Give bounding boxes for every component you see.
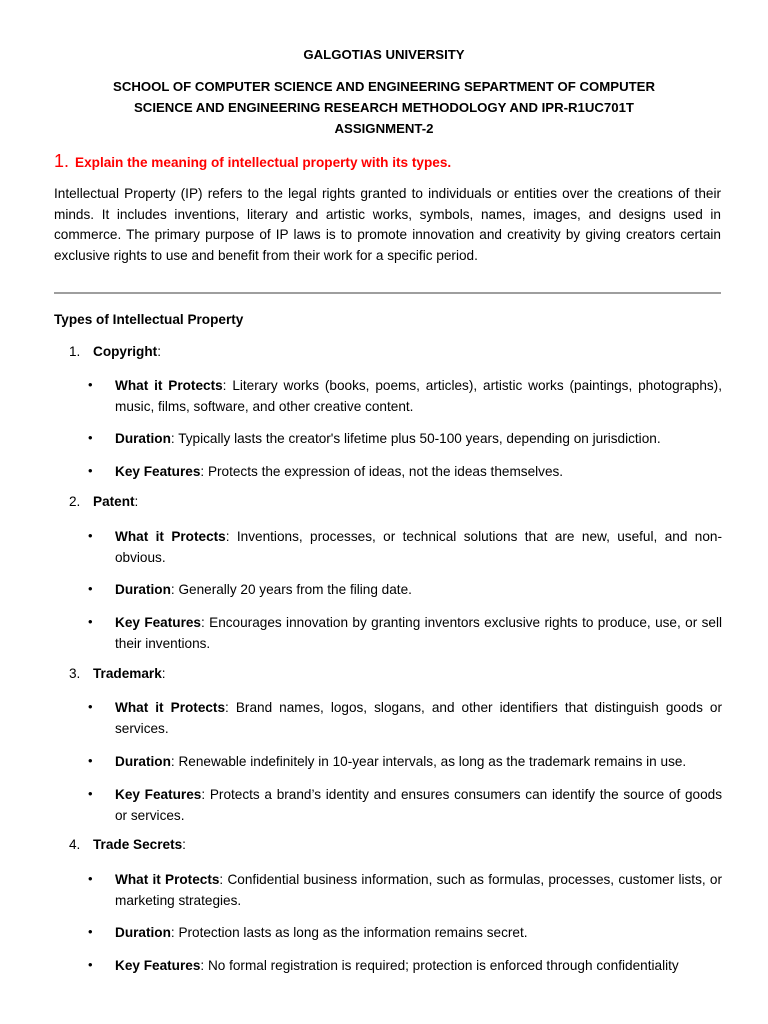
bullet-label: Key Features — [115, 464, 201, 479]
bullet-icon: • — [88, 377, 93, 392]
bullet-text: : Protection lasts as long as the information remains secret. — [170, 925, 528, 940]
bullet-icon: • — [88, 528, 93, 543]
type-number: 1. — [69, 344, 81, 359]
bullet-label: Duration — [115, 754, 171, 769]
bullet-text: : Generally 20 years from the filing date. — [170, 582, 412, 597]
type-title-trade-secrets — [69, 837, 186, 852]
bullet-text: : Typically lasts the creator's lifetime plus 50-100 years, depending on jurisdiction. — [170, 431, 661, 446]
type-number: 3. — [69, 666, 81, 681]
bullet-label: Duration — [115, 582, 171, 597]
bullet-text: : Brand names, logos, slogans, and other identifiers that distinguish goods or services. — [115, 700, 722, 736]
bullet-icon: • — [88, 957, 93, 972]
bullet-icon: • — [88, 463, 93, 478]
types-heading: Types of Intellectual Property — [54, 312, 244, 327]
type-suffix: : — [161, 666, 166, 681]
question-text: Explain the meaning of intellectual property with its types. — [75, 155, 452, 170]
bullet-icon: • — [88, 871, 93, 886]
type-name: Trademark — [93, 666, 162, 681]
type-suffix: : — [134, 494, 139, 509]
type-title-trademark — [69, 666, 166, 681]
type-suffix: : — [157, 344, 161, 359]
intro-paragraph: Intellectual Property (IP) refers to the legal rights granted to individuals or entities over the creations of their minds. It includes inventions, literary and artistic works, symbols, names, images, and designs used in commerce. The primary purpose of IP laws is to promote innovation and creativity by giving creators certain exclusive rights to use and benefit from their work for a specific period. — [54, 186, 721, 264]
type-title-patent — [69, 494, 138, 509]
header-line-3: ASSIGNMENT-2 — [334, 121, 434, 136]
horizontal-divider — [54, 292, 721, 294]
bullet-label: Key Features — [115, 615, 201, 630]
bullet-label: Key Features — [115, 958, 201, 973]
type-name: Trade Secrets — [93, 837, 183, 852]
bullet-label: Duration — [115, 925, 171, 940]
type-number: 2. — [69, 494, 81, 509]
bullet-icon: • — [88, 430, 93, 445]
bullet-label: What it Protects — [115, 529, 226, 544]
bullet-text: : No formal registration is required; protection is enforced through confidentiality — [200, 958, 679, 973]
university-title: GALGOTIAS UNIVERSITY — [303, 47, 465, 62]
bullet-text: : Encourages innovation by granting inventors exclusive rights to produce, use, or sell their inventions. — [115, 615, 722, 651]
bullet-text: : Protects a brand’s identity and ensures consumers can identify the source of goods or services. — [115, 787, 722, 823]
bullet-icon: • — [88, 924, 93, 939]
bullet-label: Key Features — [115, 787, 202, 802]
type-title-copyright — [69, 344, 161, 359]
type-name: Patent — [93, 494, 135, 509]
bullet-icon: • — [88, 614, 93, 629]
bullet-icon: • — [88, 753, 93, 768]
bullet-label: Duration — [115, 431, 171, 446]
bullet-text: : Protects the expression of ideas, not the ideas themselves. — [200, 464, 564, 479]
header-line-1: SCHOOL OF COMPUTER SCIENCE AND ENGINEERING SEPARTMENT OF COMPUTER — [113, 79, 655, 94]
bullet-label: What it Protects — [115, 872, 220, 887]
bullet-label: What it Protects — [115, 700, 226, 715]
question-number: 1. — [54, 151, 70, 171]
header-line-2: SCIENCE AND ENGINEERING RESEARCH METHODOLOGY AND IPR-R1UC701T — [134, 100, 634, 115]
question-heading — [54, 151, 451, 172]
bullet-icon: • — [88, 581, 93, 596]
bullet-icon: • — [88, 786, 93, 801]
bullet-text: : Inventions, processes, or technical solutions that are new, useful, and non-obvious. — [115, 529, 722, 565]
type-name: Copyright — [93, 344, 158, 359]
bullet-text: : Confidential business information, such as formulas, processes, customer lists, or marketing strategies. — [115, 872, 722, 908]
bullet-text: : Renewable indefinitely in 10-year intervals, as long as the trademark remains in use. — [170, 754, 687, 769]
type-number: 4. — [69, 837, 81, 852]
type-suffix: : — [182, 837, 186, 852]
bullet-text: : Literary works (books, poems, articles), artistic works (paintings, photographs), music, films, software, and other creative content. — [115, 378, 722, 414]
bullet-label: What it Protects — [115, 378, 223, 393]
bullet-icon: • — [88, 699, 93, 714]
